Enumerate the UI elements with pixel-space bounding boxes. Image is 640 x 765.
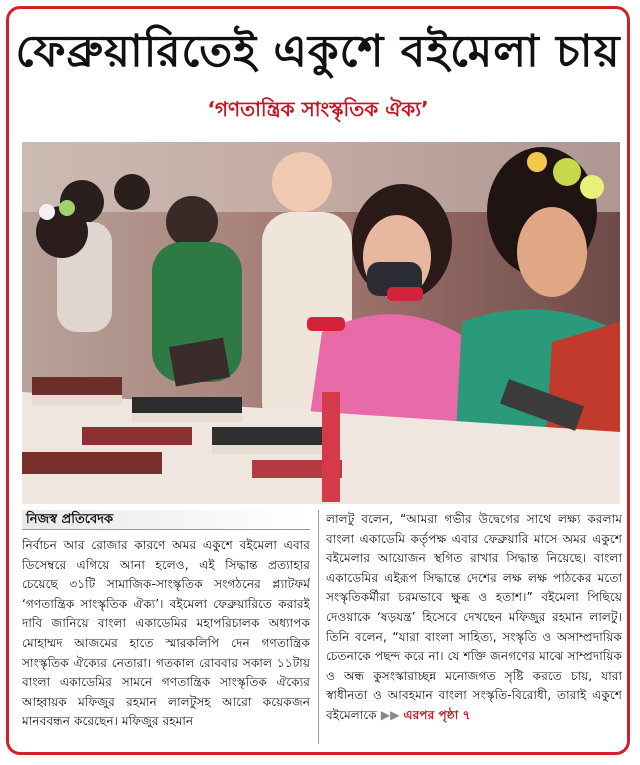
book-fair-photo: [22, 142, 620, 504]
subheadline: ‘গণতান্ত্রিক সাংস্কৃতিক ঐক্য’: [207, 97, 429, 121]
column-divider: [318, 510, 319, 744]
byline: নিজস্ব প্রতিবেদক: [22, 510, 310, 530]
article-column-2-text: লালটু বলেন, “আমরা গভীর উদ্বেগের সাথে লক্ষ্য করলাম বাংলা একাডেমি কর্তৃপক্ষ এবার ফেব্রুয়ারি মাসে অমর একুশে বইমেলার আয়োজন স্থগিত রাখার সিদ্ধান্ত নিয়েছে। বাংলা একাডেমির এইরূপ সিদ্ধান্তে দেশের লক্ষ লক্ষ পাঠকের মতো সংস্কৃতিকর্মীরা চরমভাবে ক্ষুব্ধ ও হতাশ।” বইমেলা পিছিয়ে দেওয়াকে ‘ষড়যন্ত্র’ হিসেবে দেখছেন মফিজুর রহমান লালটু। তিনি বলেন, “যারা বাংলা সাহিত্য, সংস্কৃতি ও অসাম্প্রদায়িক চেতনাকে পছন্দ করে না। যে শক্তি জনগণের মাঝে সাম্প্রদায়িক ও অন্ধ কুসংস্কারাচ্ছন্ন মনোজগত সৃষ্টি করতে চায়, যারা স্বাধীনতা ও আবহমান বাংলা সংস্কৃতি-বিরোধী, তারাই একুশে বইমেলাকে: [326, 512, 622, 722]
headline: ফেব্রুয়ারিতেই একুশে বইমেলা চায়: [15, 26, 621, 77]
photo-illustration: [22, 142, 620, 504]
article-column-1: নির্বাচন আর রোজার কারণে অমর একুশে বইমেলা এবার ডিসেম্বরে এগিয়ে আনা হলেও, এই সিদ্ধান্ত প্রত্যাহার চেয়েছে ৩১টি সামাজিক-সাংস্কৃতিক সংগঠনের প্ল্যাটফর্ম ‘গণতান্ত্রিক সাংস্কৃতিক ঐক্য’। বইমেলা ফেব্রুয়ারিতে করারই দাবি জানিয়ে বাংলা একাডেমির মহাপরিচালক অধ্যাপক মোহাম্মদ আজমের হাতে স্মারকলিপি দেন গণতান্ত্রিক সাংস্কৃতিক ঐক্যের নেতারা। গতকাল রোববার সকাল ১১টায় বাংলা একাডেমির সামনে গণতান্ত্রিক সাংস্কৃতিক ঐক্যের আহ্বায়ক মফিজুর রহমান লালটুসহ আরো কয়েকজন মানববন্ধন করেছেন। মফিজুর রহমান: [22, 538, 310, 729]
continue-arrow-icon: ▶▶: [380, 707, 400, 722]
article-column-2: [326, 510, 622, 746]
continued-on-page: এরপর পৃষ্ঠা ৭: [403, 707, 471, 722]
